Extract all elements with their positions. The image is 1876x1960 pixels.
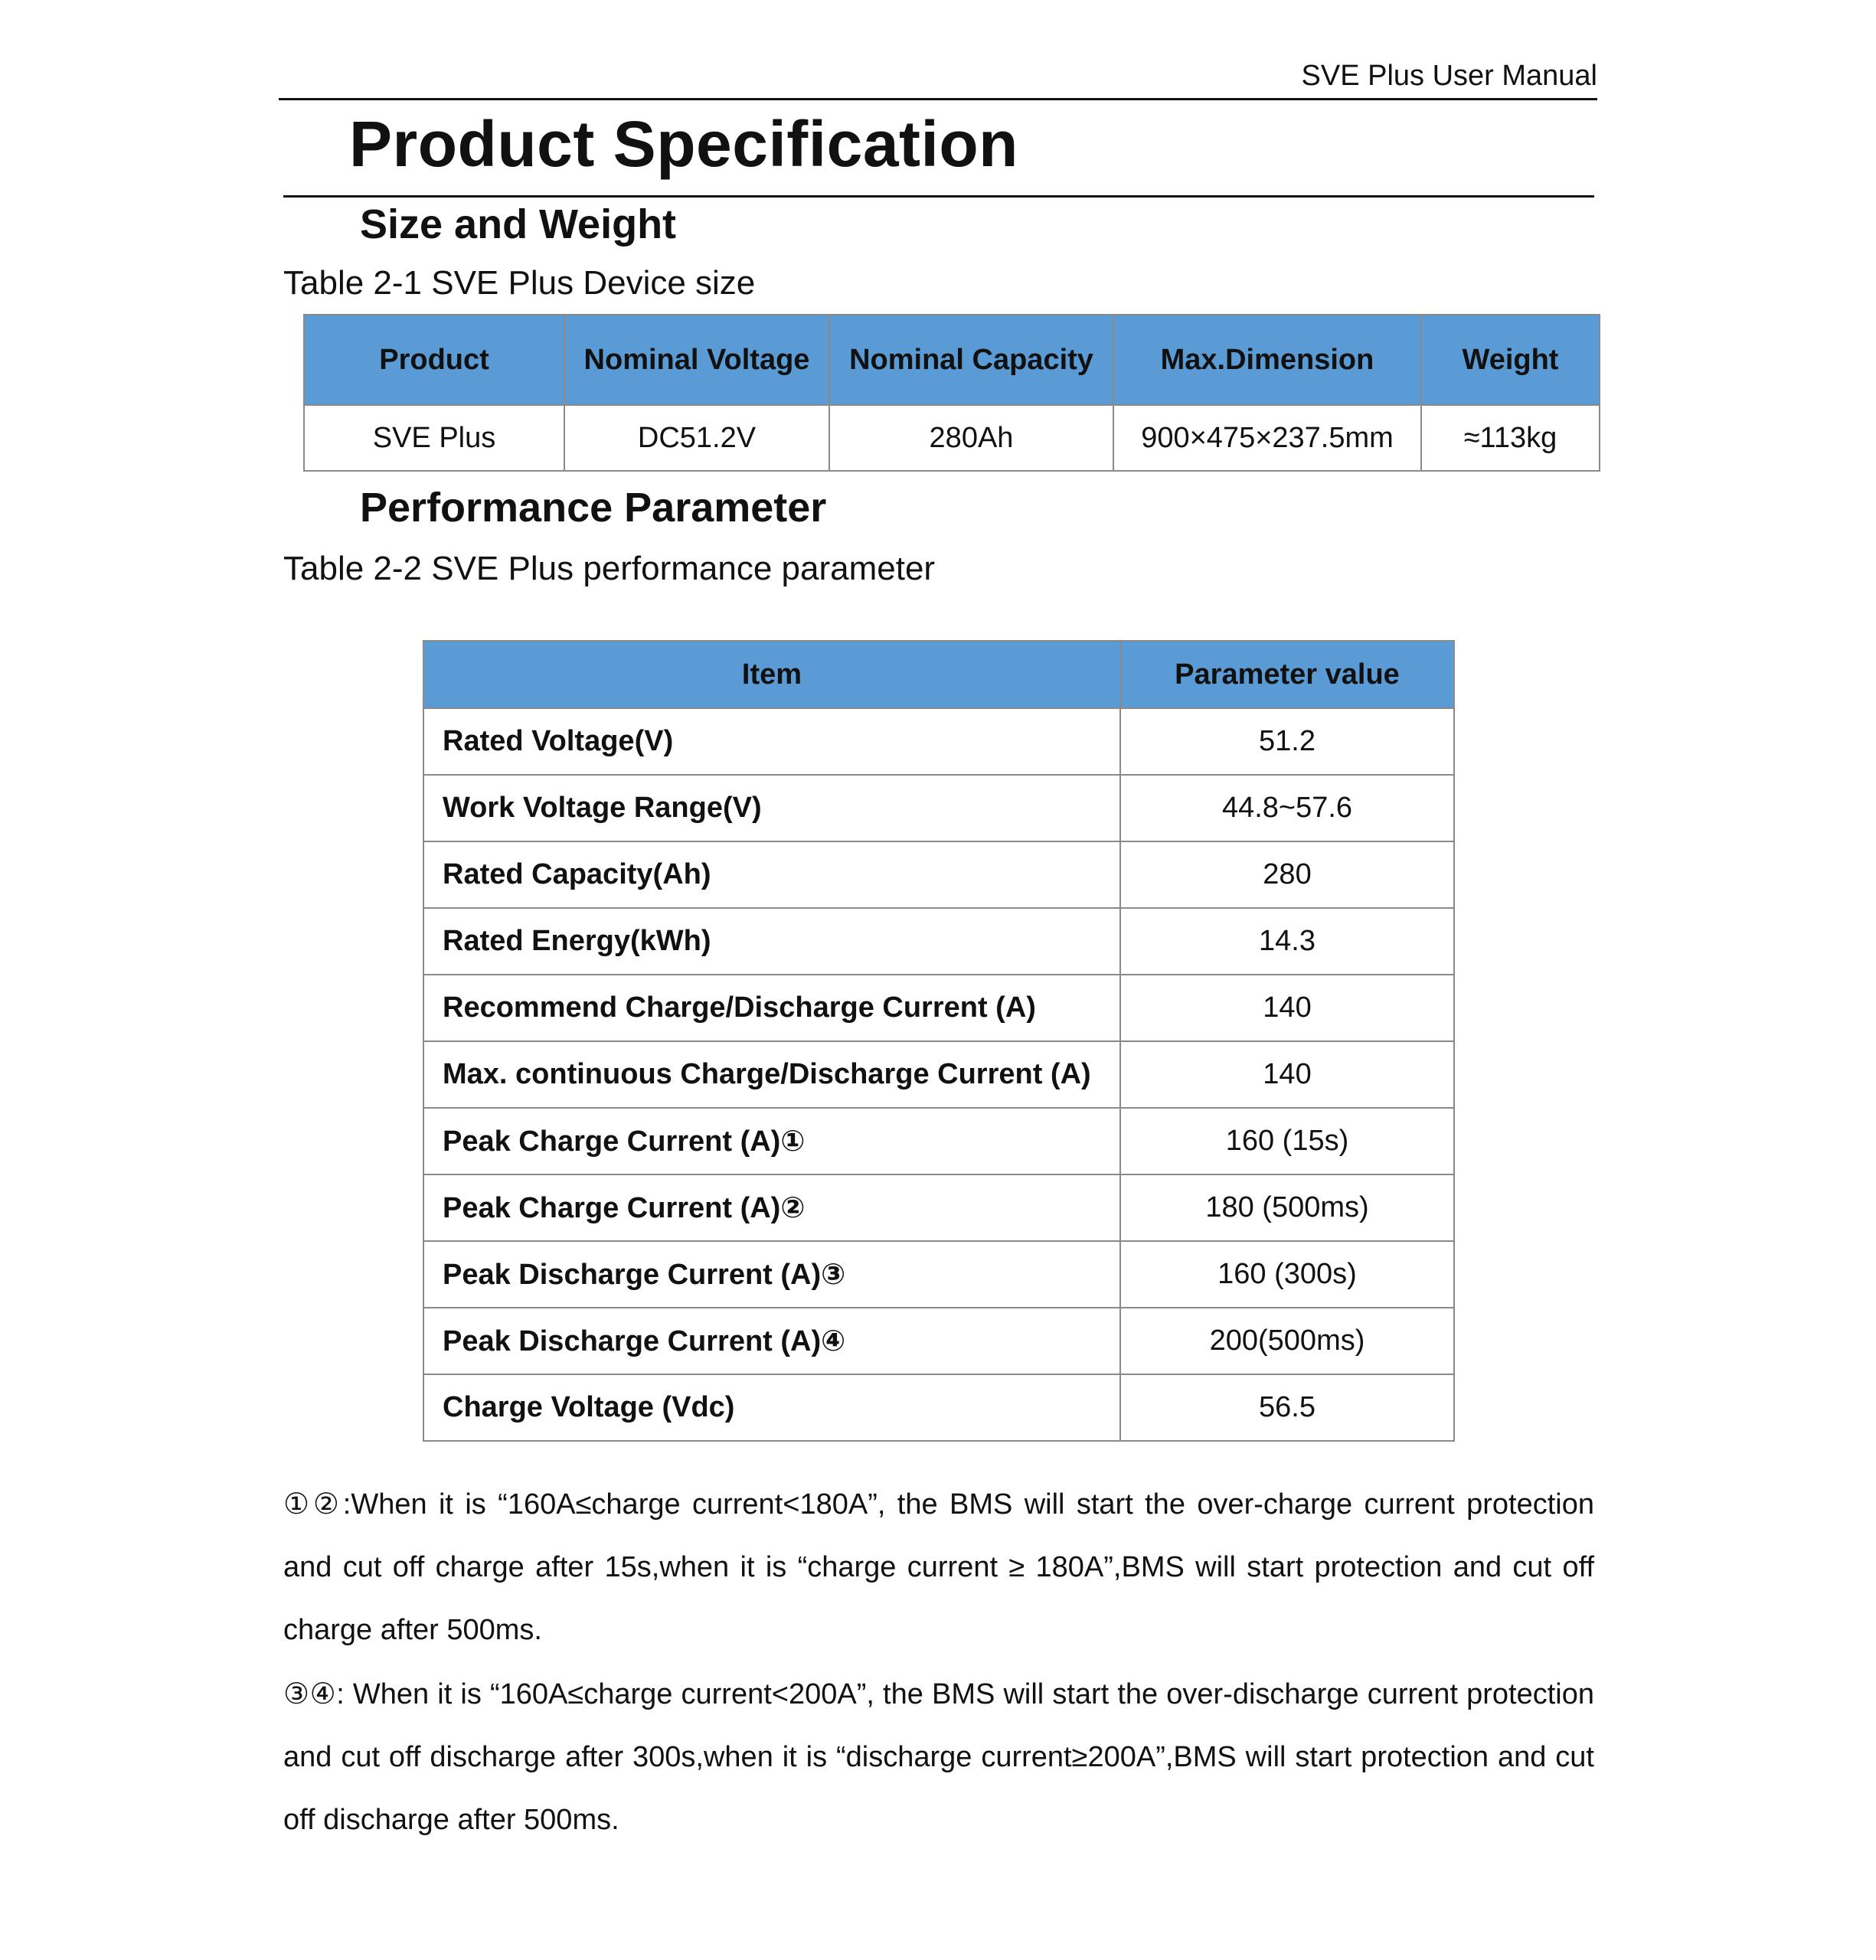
performance-heading: Performance Parameter bbox=[360, 485, 827, 531]
param-item: Peak Charge Current (A)① bbox=[423, 1108, 1120, 1174]
size-cell: ≈113kg bbox=[1421, 405, 1600, 471]
table-row bbox=[423, 708, 1454, 775]
size-cell: 900×475×237.5mm bbox=[1113, 405, 1421, 471]
table-row bbox=[423, 1041, 1454, 1108]
param-item: Peak Charge Current (A)② bbox=[423, 1174, 1120, 1241]
param-item: Rated Energy(kWh) bbox=[423, 908, 1120, 975]
param-item: Rated Capacity(Ah) bbox=[423, 841, 1120, 908]
param-item: Peak Discharge Current (A)③ bbox=[423, 1241, 1120, 1308]
table-row bbox=[423, 1308, 1454, 1374]
title-divider bbox=[283, 195, 1594, 198]
table-row bbox=[423, 775, 1454, 841]
param-item: Max. continuous Charge/Discharge Current (A) bbox=[423, 1041, 1120, 1108]
param-item: Rated Voltage(V) bbox=[423, 708, 1120, 775]
param-value: 44.8~57.6 bbox=[1120, 775, 1454, 841]
param-item: Peak Discharge Current (A)④ bbox=[423, 1308, 1120, 1374]
size-col-header: Product bbox=[304, 315, 564, 405]
table-row bbox=[423, 1241, 1454, 1308]
size-cell: DC51.2V bbox=[564, 405, 829, 471]
param-value: 180 (500ms) bbox=[1120, 1174, 1454, 1241]
size-col-header: Weight bbox=[1421, 315, 1600, 405]
size-weight-heading: Size and Weight bbox=[360, 201, 677, 247]
param-value: 160 (15s) bbox=[1120, 1108, 1454, 1174]
param-value: 200(500ms) bbox=[1120, 1308, 1454, 1374]
table-row bbox=[423, 975, 1454, 1041]
param-value: 56.5 bbox=[1120, 1374, 1454, 1441]
table-row bbox=[423, 1174, 1454, 1241]
page-title: Product Specification bbox=[349, 108, 1018, 180]
param-value: 14.3 bbox=[1120, 908, 1454, 975]
table-row bbox=[304, 405, 1600, 471]
footnote-charge: ①②:When it is “160A≤charge current<180A”, the BMS will start the over-charge current protection and cut off charge after 15s,when it is “charge current ≥ 180A”,BMS will start protection and cut off charge after 500ms. bbox=[283, 1488, 1594, 1646]
param-item: Charge Voltage (Vdc) bbox=[423, 1374, 1120, 1441]
size-table-caption: Table 2-1 SVE Plus Device size bbox=[283, 264, 756, 302]
performance-table-caption: Table 2-2 SVE Plus performance parameter bbox=[283, 550, 936, 587]
footnote-discharge: ③④: When it is “160A≤charge current<200A”, the BMS will start the over-discharge current protection and cut off discharge after 300s,when it is “discharge current≥200A”,BMS will start protection and cut off discharge after 500ms. bbox=[283, 1678, 1594, 1836]
table-row bbox=[423, 1108, 1454, 1174]
param-value: 51.2 bbox=[1120, 708, 1454, 775]
size-table-header-row bbox=[304, 315, 1600, 405]
size-table bbox=[303, 314, 1600, 472]
size-cell: SVE Plus bbox=[304, 405, 564, 471]
param-value: 280 bbox=[1120, 841, 1454, 908]
size-cell: 280Ah bbox=[829, 405, 1113, 471]
param-value: 140 bbox=[1120, 1041, 1454, 1108]
table-row bbox=[423, 908, 1454, 975]
perf-col-header: Parameter value bbox=[1120, 641, 1454, 708]
manual-header-title: SVE Plus User Manual bbox=[1301, 60, 1597, 92]
performance-table bbox=[423, 640, 1455, 1442]
perf-table-header-row bbox=[423, 641, 1454, 708]
table-row bbox=[423, 1374, 1454, 1441]
size-col-header: Nominal Capacity bbox=[829, 315, 1113, 405]
param-value: 160 (300s) bbox=[1120, 1241, 1454, 1308]
perf-col-header: Item bbox=[423, 641, 1120, 708]
table-row bbox=[423, 841, 1454, 908]
param-item: Work Voltage Range(V) bbox=[423, 775, 1120, 841]
header-divider bbox=[279, 98, 1597, 100]
size-col-header: Max.Dimension bbox=[1113, 315, 1421, 405]
param-item: Recommend Charge/Discharge Current (A) bbox=[423, 975, 1120, 1041]
param-value: 140 bbox=[1120, 975, 1454, 1041]
size-col-header: Nominal Voltage bbox=[564, 315, 829, 405]
